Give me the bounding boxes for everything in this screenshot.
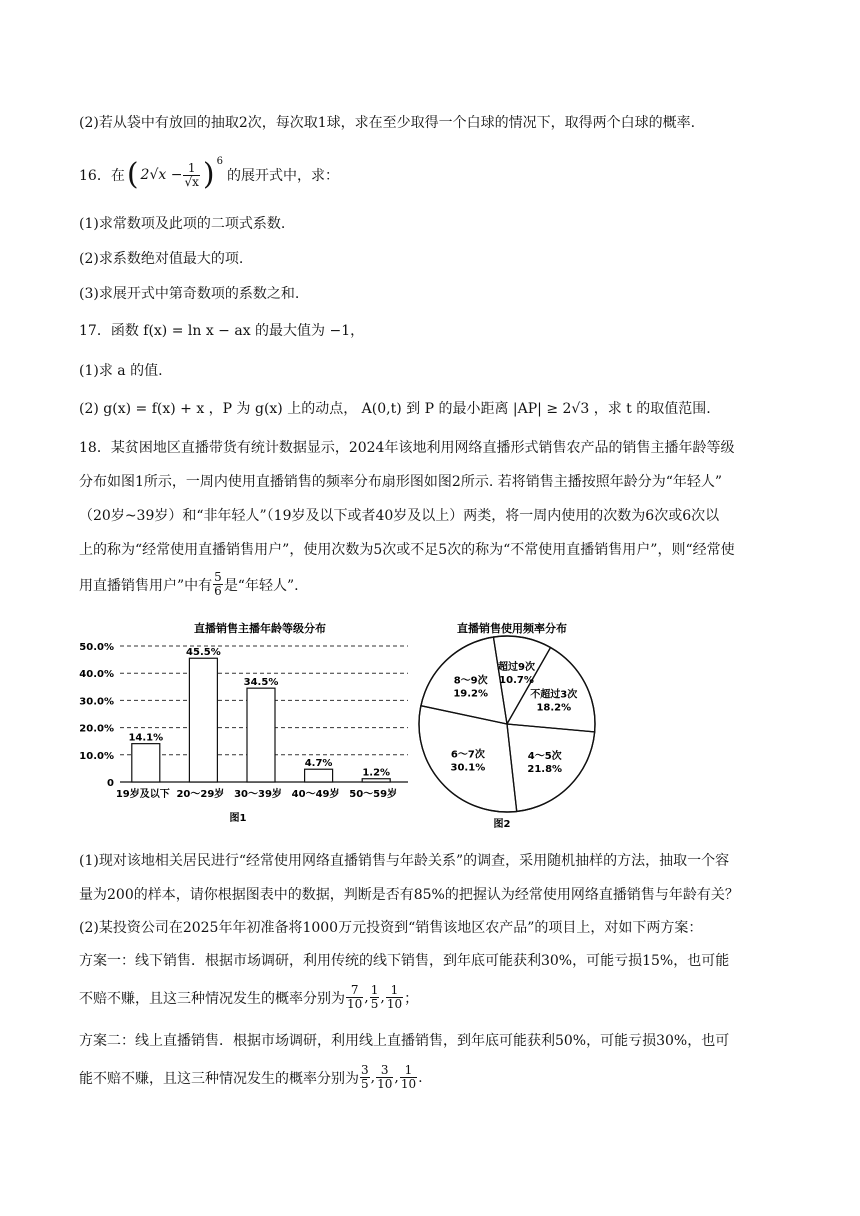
p17-heading: 17．函数 f(x) = ln x − ax 的最大值为 −1， bbox=[79, 323, 365, 339]
plan1-line1: 方案一：线下销售．根据市场调研，利用传统的线下销售，到年底可能获利30%，可能亏损15%，也可能 bbox=[79, 953, 730, 969]
p18-frac: $\frac{5}{6}$ bbox=[214, 570, 222, 598]
age-distribution-bar-chart bbox=[70, 615, 420, 830]
pie-slice-label: 超过9次 bbox=[498, 662, 535, 674]
probability-fraction: $\frac{7}{10}$ bbox=[347, 983, 363, 1011]
p16-expr: 2√x − bbox=[140, 167, 183, 183]
bar-value-label: 1.2% bbox=[362, 767, 391, 779]
probability-fraction: $\frac{1}{10}$ bbox=[400, 1063, 417, 1091]
p15-part2: (2)若从袋中有放回的抽取2次，每次取1球，求在至少取得一个白球的情况下，取得两个白球的概率. bbox=[79, 115, 696, 131]
p17-q1: (1)求 a 的值. bbox=[79, 363, 163, 379]
p16-prefix: 16．在 bbox=[79, 168, 125, 184]
p18-q1-line2: 量为200的样本，请你根据图表中的数据，判断是否有85%的把握认为经常使用网络直播销售与年龄有关？ bbox=[79, 887, 739, 903]
probability-fraction: $\frac{3}{5}$ bbox=[361, 1063, 369, 1091]
bar bbox=[362, 779, 390, 782]
pie-slice-label: 不超过3次 bbox=[530, 689, 578, 701]
x-category-label: 40～49岁 bbox=[291, 789, 340, 800]
bar-value-label: 34.5% bbox=[243, 677, 279, 689]
pie-slice-percent: 19.2% bbox=[453, 688, 489, 700]
bar-value-label: 45.5% bbox=[186, 647, 221, 659]
plan1-line2: 不赔不赚，且这三种情况发生的概率分别为 $\frac{7}{10}$ , $\frac{1}{5}$ , $\frac{1}{10}$ ； bbox=[79, 983, 419, 1011]
plan2-line1: 方案二：线上直播销售．根据市场调研，利用线上直播销售，到年底可能获利50%，可能亏损30%，也可 bbox=[79, 1033, 730, 1049]
probability-fraction: $\frac{3}{10}$ bbox=[377, 1063, 393, 1091]
probability-fraction: $\frac{1}{5}$ bbox=[370, 983, 379, 1011]
x-category-label: 50～59岁 bbox=[349, 789, 398, 800]
pie-chart-title: 直播销售使用频率分布 bbox=[457, 622, 567, 635]
x-category-label: 20～29岁 bbox=[176, 789, 225, 800]
pie-chart-caption: 图2 bbox=[493, 819, 511, 830]
pie-slice-label: 8～9次 bbox=[453, 675, 488, 687]
bar-value-label: 14.1% bbox=[128, 732, 164, 744]
plan2-line2: 能不赔不赚，且这三种情况发生的概率分别为 $\frac{3}{5}$ , $\frac{3}{10}$ , $\frac{1}{10}$ . bbox=[79, 1063, 423, 1091]
usage-frequency-pie-chart bbox=[412, 615, 602, 835]
pie-slice-percent: 30.1% bbox=[450, 762, 486, 774]
bar bbox=[305, 769, 333, 782]
p16-heading: 16．在 ( 2√x − $\frac{1}{√x}$ ) 6 的展开式中，求： bbox=[79, 155, 339, 192]
pie-slice-percent: 18.2% bbox=[536, 702, 572, 714]
p16-suffix: 的展开式中，求： bbox=[226, 168, 339, 184]
p16-frac: $\frac{1}{√x}$ bbox=[184, 160, 199, 189]
x-category-label: 30～39岁 bbox=[234, 789, 282, 800]
p18-q2: (2)某投资公司在2025年年初准备将1000万元投资到“销售该地区农产品”的项目上，对如下两方案： bbox=[79, 920, 703, 936]
bar bbox=[247, 688, 275, 782]
bar-chart-caption: 图1 bbox=[229, 813, 247, 824]
y-tick-label: 30.0% bbox=[79, 696, 114, 708]
x-category-label: 19岁及以下 bbox=[115, 789, 170, 800]
probability-fraction: $\frac{1}{10}$ bbox=[386, 983, 403, 1011]
p18-q1-line1: (1)现对该地相关居民进行“经常使用网络直播销售与年龄关系”的调查，采用随机抽样的方法，抽取一个容 bbox=[79, 853, 730, 869]
bar-value-label: 4.7% bbox=[304, 758, 333, 770]
p16-q2: (2)求系数绝对值最大的项. bbox=[79, 251, 244, 267]
y-tick-label: 0 bbox=[107, 778, 114, 789]
plan2-probabilities: $\frac{3}{5}$ , $\frac{3}{10}$ , $\frac{1}{10}$ bbox=[361, 1063, 417, 1091]
pie-slice-percent: 10.7% bbox=[499, 675, 534, 687]
p16-exponent: 6 bbox=[216, 155, 223, 167]
p16-q3: (3)求展开式中第奇数项的系数之和. bbox=[79, 286, 300, 302]
p18-line4: 上的称为“经常使用直播销售用户”，使用次数为5次或不足5次的称为“不常使用直播销售用户”，则“经常使 bbox=[79, 542, 735, 558]
bar bbox=[189, 658, 217, 782]
pie-slice-label: 6～7次 bbox=[450, 749, 485, 761]
y-tick-label: 10.0% bbox=[79, 750, 114, 762]
bar bbox=[132, 744, 160, 782]
p17-q2: (2) g(x) = f(x) + x ，P 为 g(x) 上的动点， A(0,t) 到 P 的最小距离 |AP| ≥ 2√3 ，求 t 的取值范围. bbox=[79, 401, 711, 417]
pie-slice-percent: 21.8% bbox=[527, 763, 563, 775]
p18-line3: （20岁~39岁）和“非年轻人”（19岁及以下或者40岁及以上）两类，将一周内使用的次数为6次或6次以 bbox=[79, 508, 720, 524]
bar-chart-title: 直播销售主播年龄等级分布 bbox=[194, 622, 326, 635]
p18-line5: 用直播销售用户”中有 $\frac{5}{6}$ 是“年轻人”. bbox=[79, 570, 299, 598]
pie-slice-label: 4～5次 bbox=[527, 750, 562, 762]
p16-q1: (1)求常数项及此项的二项式系数. bbox=[79, 216, 286, 232]
y-tick-label: 50.0% bbox=[79, 642, 114, 653]
p18-line1: 18．某贫困地区直播带货有统计数据显示，2024年该地利用网络直播形式销售农产品的销售主播年龄等级 bbox=[79, 440, 735, 456]
y-tick-label: 20.0% bbox=[79, 723, 114, 735]
y-tick-label: 40.0% bbox=[79, 669, 114, 681]
plan1-probabilities: $\frac{7}{10}$ , $\frac{1}{5}$ , $\frac{1}{10}$ bbox=[347, 983, 403, 1011]
p18-line2: 分布如图1所示，一周内使用直播销售的频率分布扇形图如图2所示. 若将销售主播按照年龄分为“年轻人” bbox=[79, 474, 723, 490]
